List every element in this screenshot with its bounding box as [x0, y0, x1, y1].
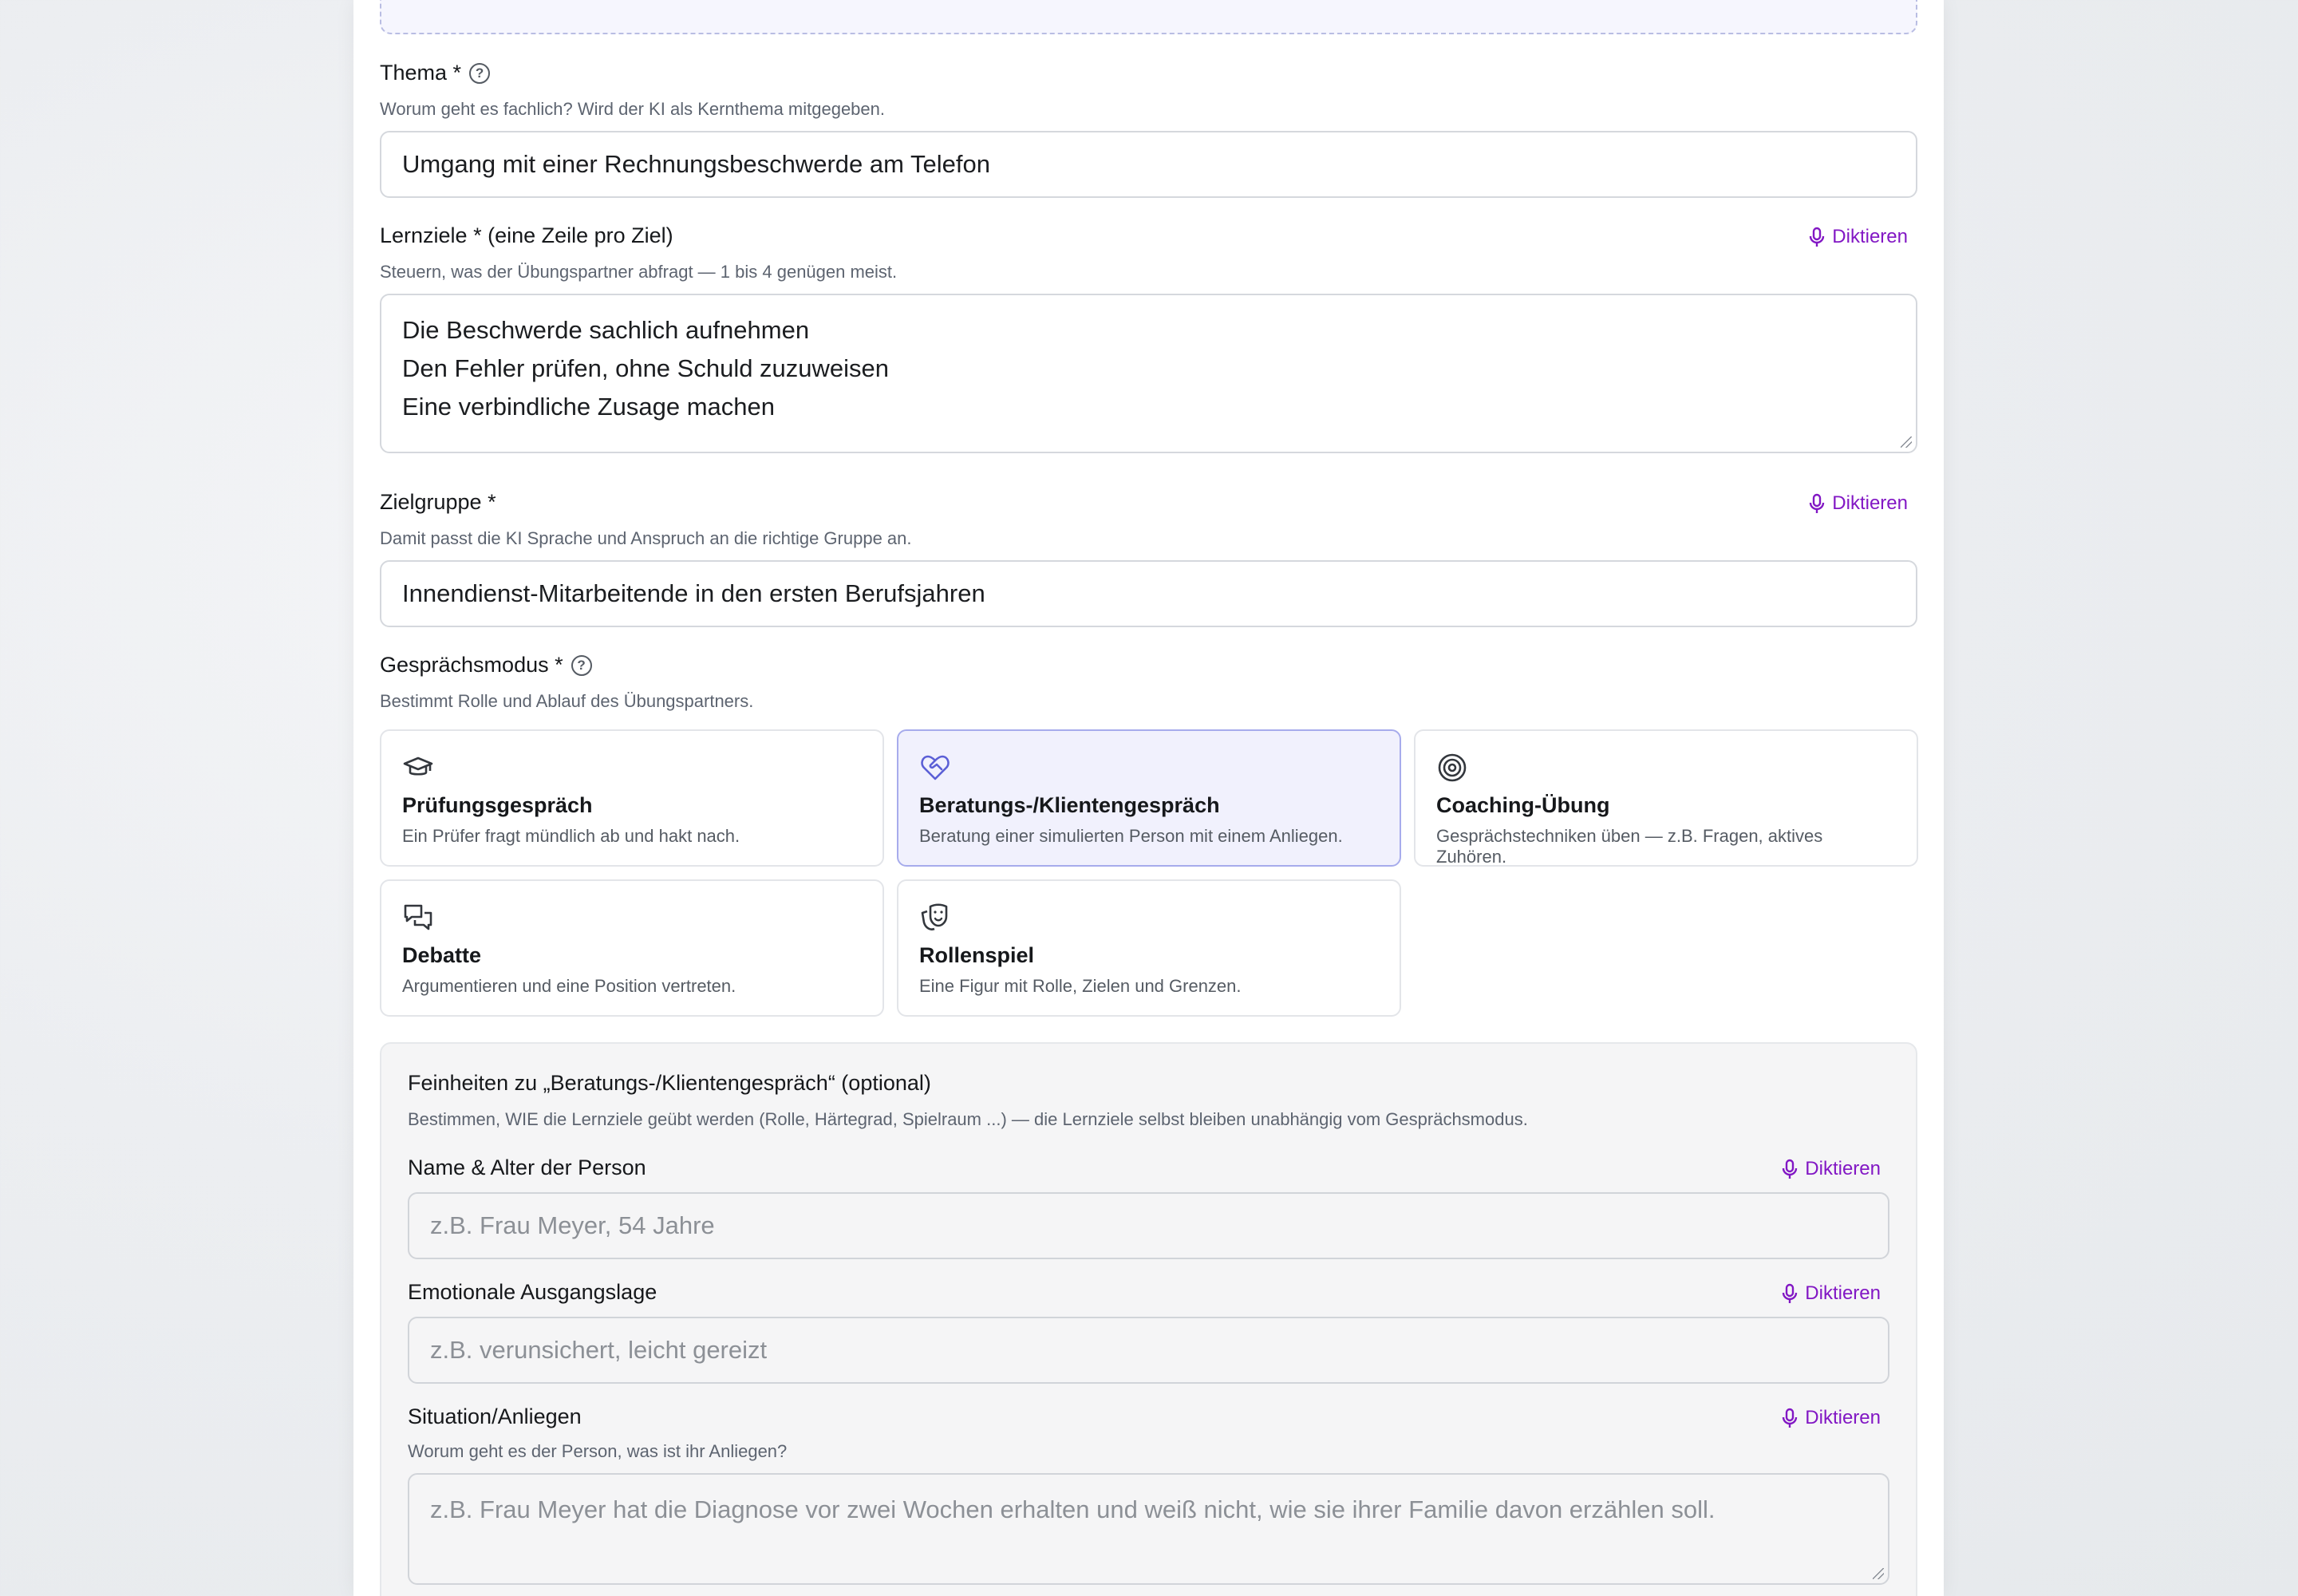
form-card: [353, 0, 1944, 1596]
mode-description: Gesprächstechniken üben — z.B. Fragen, aktives Zuhören.: [1436, 826, 1823, 867]
emotion-input-placeholder: z.B. verunsichert, leicht gereizt: [430, 1336, 768, 1364]
zielgruppe-label: [380, 490, 496, 515]
lernziele-line: Eine verbindliche Zusage machen: [402, 393, 775, 421]
mode-title: Beratungs-/Klientengespräch: [919, 793, 1220, 817]
theater-masks-icon: [919, 902, 951, 934]
chat-bubbles-icon: [402, 902, 434, 934]
heart-handshake-icon: [919, 752, 951, 784]
mode-description: Eine Figur mit Rolle, Zielen und Grenzen.: [919, 976, 1242, 996]
resize-handle[interactable]: [1873, 1568, 1884, 1579]
zielgruppe-input[interactable]: [380, 560, 1917, 627]
dictate-label: Diktieren: [1805, 1158, 1881, 1179]
microphone-icon: [1781, 1283, 1799, 1304]
dictate-label: Diktieren: [1832, 492, 1908, 514]
mode-option-rollenspiel[interactable]: [897, 879, 1401, 1017]
lernziele-textarea[interactable]: [380, 294, 1917, 453]
situation-hint: Worum geht es der Person, was ist ihr Anliegen?: [408, 1441, 788, 1461]
graduation-cap-icon: [402, 752, 434, 784]
resize-handle[interactable]: [1901, 437, 1912, 448]
emotion-label: Emotionale Ausgangslage: [408, 1280, 657, 1304]
mode-title: Coaching-Übung: [1436, 793, 1610, 817]
dictate-label: Diktieren: [1805, 1282, 1881, 1304]
microphone-icon: [1781, 1159, 1799, 1179]
modus-label-text: Gesprächsmodus *: [380, 653, 563, 677]
zielgruppe-label-text: Zielgruppe *: [380, 490, 496, 514]
name-dictate-button[interactable]: [1781, 1158, 1881, 1180]
modus-hint: Bestimmt Rolle und Ablauf des Übungspartners.: [380, 691, 754, 711]
microphone-icon: [1781, 1408, 1799, 1428]
mode-details-panel: [380, 1042, 1917, 1596]
zielgruppe-dictate-button[interactable]: [1808, 492, 1908, 515]
mode-description: Beratung einer simulierten Person mit einem Anliegen.: [919, 826, 1343, 846]
mode-description: Argumentieren und eine Position vertreten.: [402, 976, 736, 996]
name-input-placeholder: z.B. Frau Meyer, 54 Jahre: [430, 1211, 715, 1239]
thema-hint: Worum geht es fachlich? Wird der KI als Kernthema mitgegeben.: [380, 99, 886, 119]
zielgruppe-input-value: Innendienst-Mitarbeitende in den ersten Berufsjahren: [402, 579, 985, 607]
mode-option-beratung[interactable]: [897, 729, 1401, 867]
target-icon: [1436, 752, 1468, 784]
name-input[interactable]: [408, 1192, 1889, 1259]
info-box: [380, 0, 1917, 34]
thema-input[interactable]: [380, 131, 1917, 198]
mode-option-pruefung[interactable]: [380, 729, 884, 867]
mode-option-debatte[interactable]: [380, 879, 884, 1017]
thema-label: [380, 61, 490, 85]
microphone-icon: [1808, 227, 1826, 247]
mode-title: Prüfungsgespräch: [402, 793, 593, 817]
dictate-label: Diktieren: [1832, 226, 1908, 247]
situation-label: Situation/Anliegen: [408, 1404, 582, 1428]
lernziele-line: Den Fehler prüfen, ohne Schuld zuzuweisen: [402, 354, 890, 382]
situation-placeholder: z.B. Frau Meyer hat die Diagnose vor zwei Wochen erhalten und weiß nicht, wie sie ihrer Familie davon erzählen soll.: [430, 1495, 1716, 1523]
mode-description: Ein Prüfer fragt mündlich ab und hakt nach.: [402, 826, 740, 846]
name-label: Name & Alter der Person: [408, 1156, 646, 1179]
lernziele-dictate-button[interactable]: [1808, 226, 1908, 248]
emotion-dictate-button[interactable]: [1781, 1282, 1881, 1305]
lernziele-line: Die Beschwerde sachlich aufnehmen: [402, 316, 810, 344]
help-icon[interactable]: ?: [571, 655, 592, 676]
lernziele-label-text: Lernziele * (eine Zeile pro Ziel): [380, 223, 673, 247]
mode-title: Rollenspiel: [919, 943, 1035, 967]
lernziele-hint: Steuern, was der Übungspartner abfragt — 1 bis 4 genügen meist.: [380, 262, 898, 282]
emotion-input[interactable]: [408, 1317, 1889, 1384]
details-hint: Bestimmen, WIE die Lernziele geübt werden (Rolle, Härtegrad, Spielraum ...) — die Lernziele selbst bleiben unabhängig vom Gesprächsmodus.: [408, 1109, 1528, 1129]
details-title: Feinheiten zu „Beratungs-/Klientengespräch“ (optional): [408, 1071, 931, 1095]
modus-label: [380, 653, 592, 678]
dictate-label: Diktieren: [1805, 1407, 1881, 1428]
microphone-icon: [1808, 493, 1826, 514]
thema-input-value: Umgang mit einer Rechnungsbeschwerde am Telefon: [402, 150, 990, 178]
mode-option-coaching[interactable]: [1414, 729, 1918, 867]
zielgruppe-hint: Damit passt die KI Sprache und Anspruch an die richtige Gruppe an.: [380, 528, 912, 548]
situation-dictate-button[interactable]: [1781, 1407, 1881, 1429]
situation-textarea[interactable]: [408, 1473, 1889, 1585]
help-icon[interactable]: ?: [469, 63, 490, 84]
lernziele-label: [380, 223, 673, 248]
thema-label-text: Thema *: [380, 61, 462, 85]
mode-title: Debatte: [402, 943, 482, 967]
